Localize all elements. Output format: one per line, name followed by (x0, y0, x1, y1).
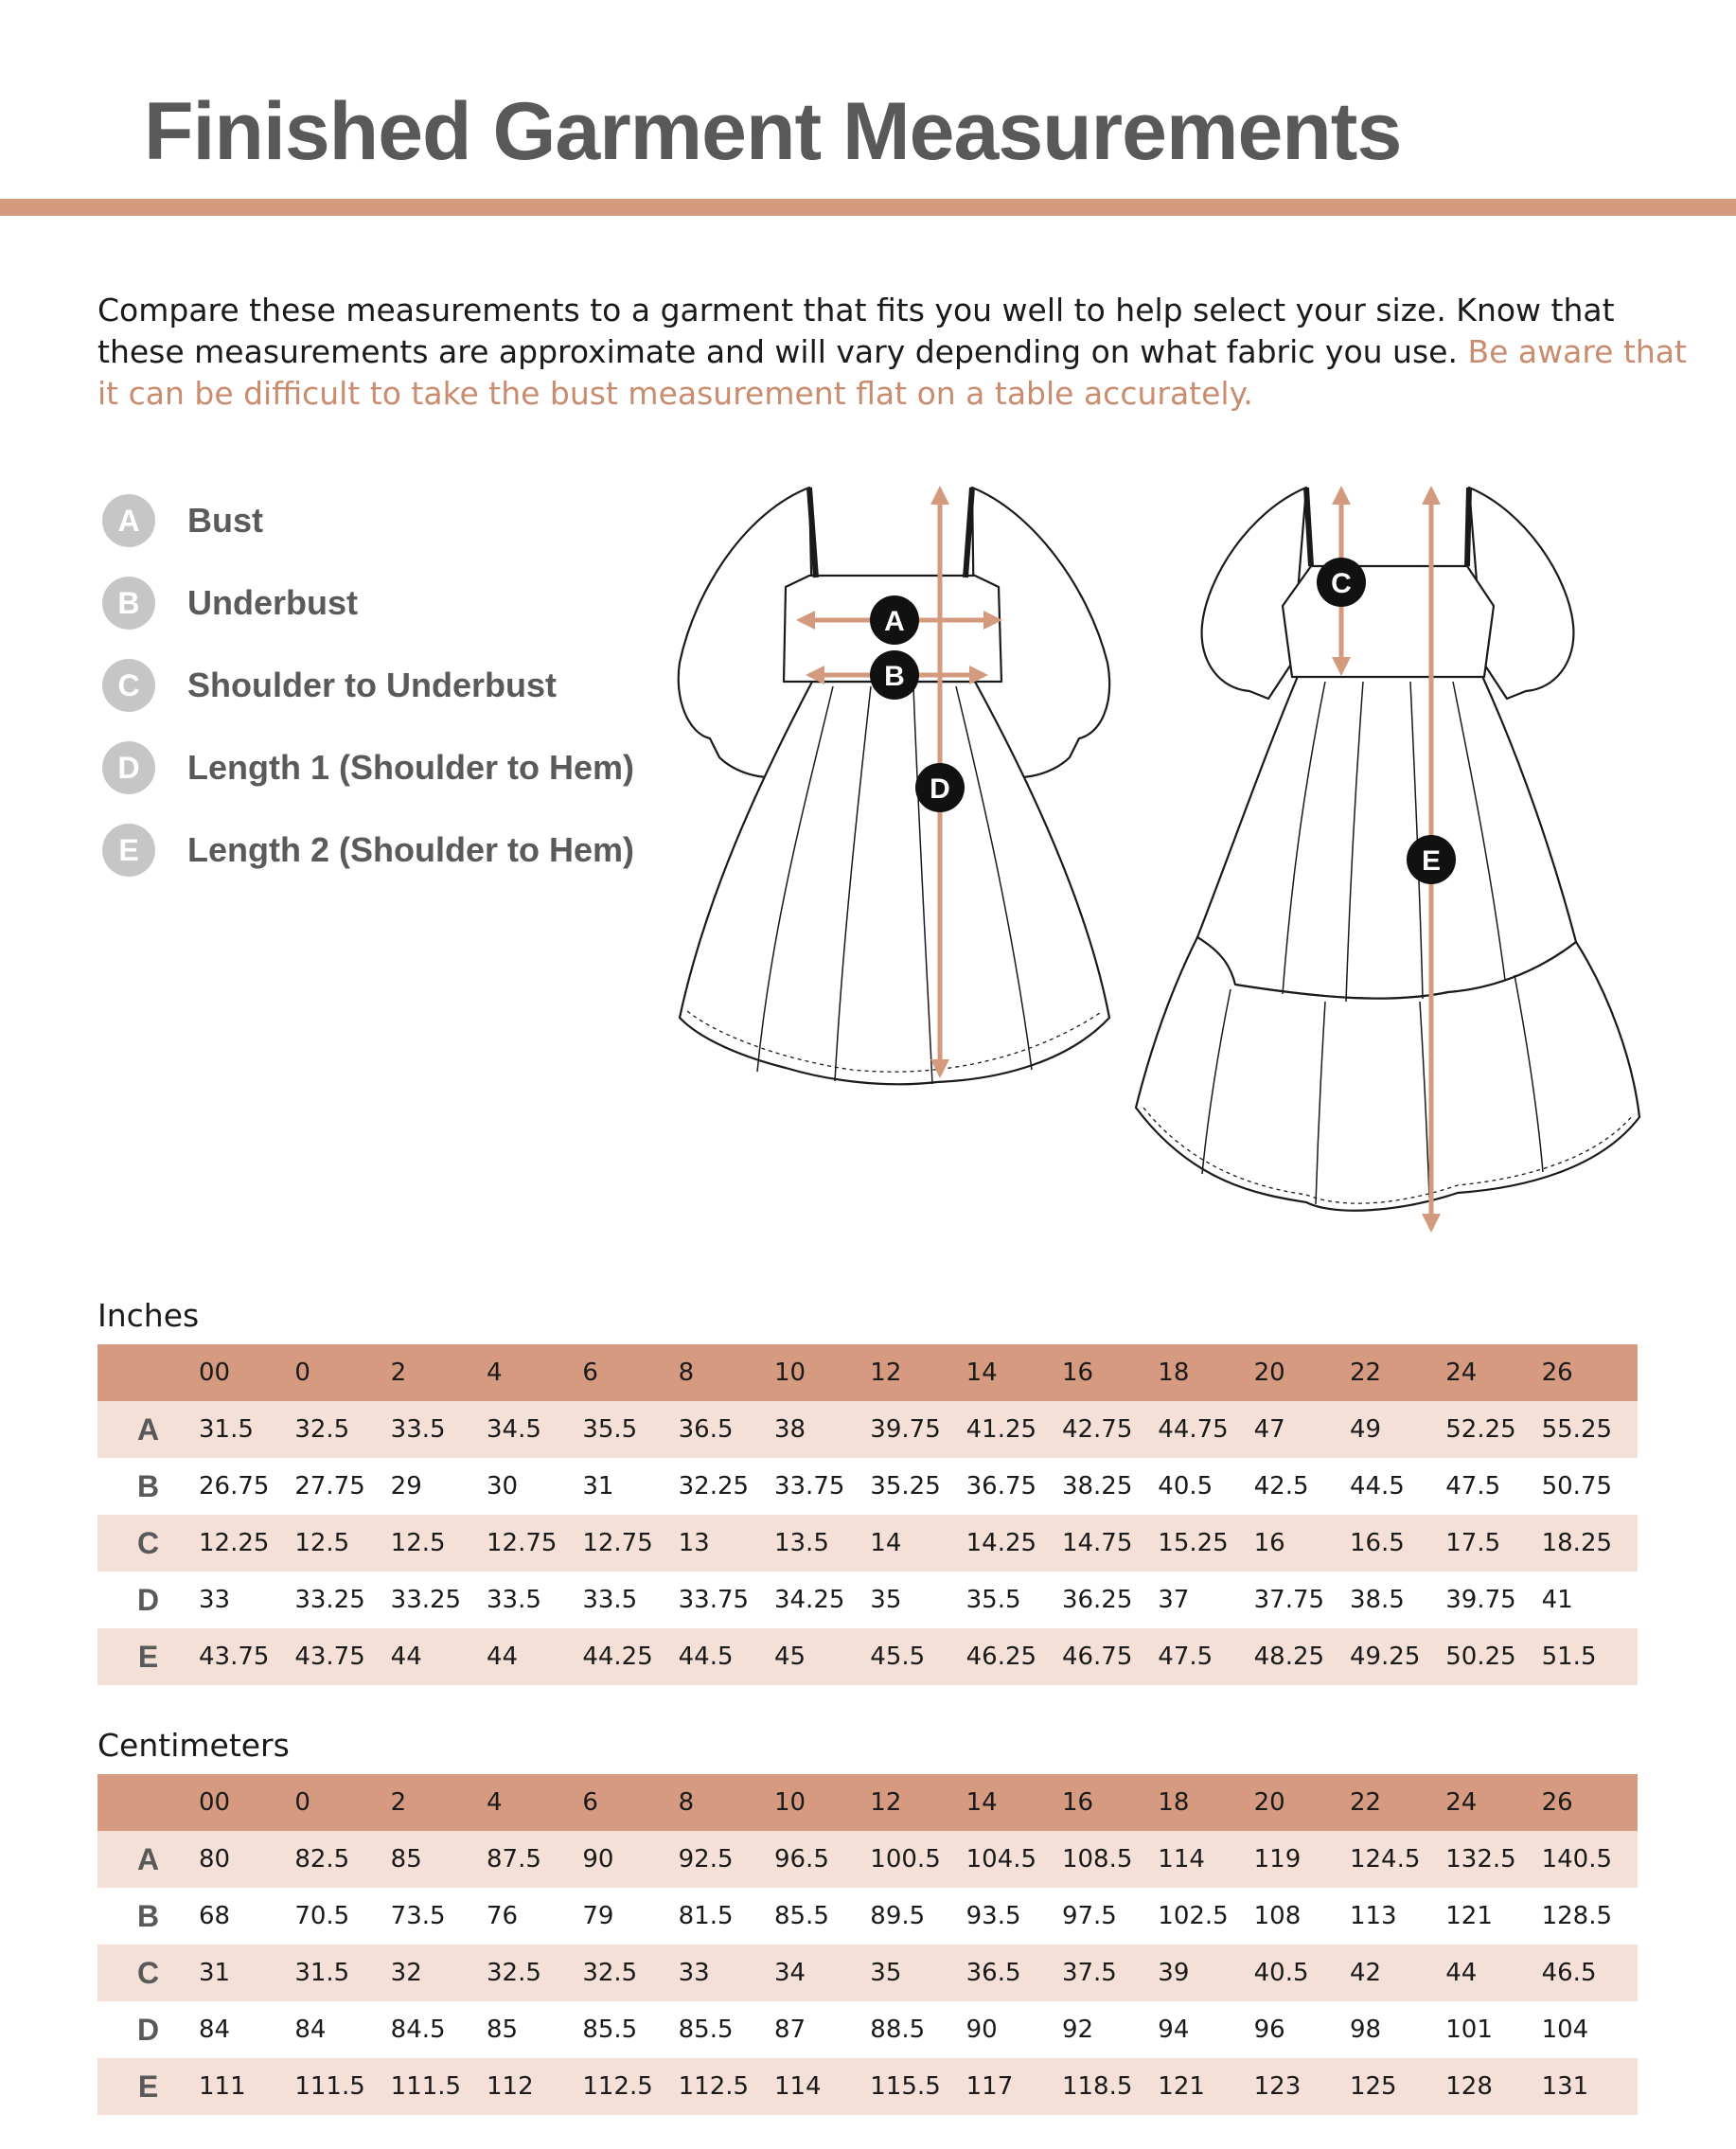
table-cell: 33.25 (390, 1586, 462, 1614)
table-cell: 43.75 (294, 1643, 365, 1671)
table-cell: 140.5 (1541, 1845, 1613, 1874)
table-cell: 113 (1349, 1902, 1397, 1930)
table-cell: 35 (870, 1959, 902, 1987)
table-cell: 90 (965, 2016, 998, 2044)
table-cell: 76 (486, 1902, 519, 1930)
table-cell: 32 (390, 1959, 422, 1987)
row-key: B (136, 1898, 160, 1933)
inches-row-b (97, 1458, 1638, 1515)
table-cell: 104 (1541, 2016, 1589, 2044)
table-cell: 36.5 (678, 1415, 734, 1444)
centimeters-row-a (97, 1831, 1638, 1888)
table-cell: 35.25 (870, 1472, 941, 1501)
inches-size-header: 0 (294, 1359, 310, 1387)
table-cell: 50.25 (1445, 1643, 1516, 1671)
table-cell: 26.75 (199, 1472, 270, 1501)
row-key: D (136, 2012, 160, 2047)
table-cell: 16.5 (1349, 1529, 1405, 1557)
table-cell: 73.5 (390, 1902, 446, 1930)
table-cell: 46.25 (965, 1643, 1037, 1671)
table-cell: 70.5 (294, 1902, 350, 1930)
centimeters-table (97, 1774, 1638, 2115)
inches-header-corner (97, 1344, 199, 1401)
table-cell: 112 (486, 2072, 534, 2101)
legend-badge-e: E (102, 824, 155, 877)
table-cell: 84 (199, 2016, 231, 2044)
table-cell: 14.75 (1061, 1529, 1133, 1557)
centimeters-row-d (97, 2001, 1638, 2058)
table-cell: 111.5 (390, 2072, 462, 2101)
table-cell: 111.5 (294, 2072, 365, 2101)
centimeters-size-header: 24 (1445, 1788, 1478, 1817)
table-cell: 44.75 (1158, 1415, 1229, 1444)
table-cell: 42.5 (1253, 1472, 1309, 1501)
table-cell: 12.25 (199, 1529, 270, 1557)
table-cell: 98 (1349, 2016, 1382, 2044)
table-cell: 112.5 (582, 2072, 653, 2101)
table-cell: 96.5 (773, 1845, 829, 1874)
row-key: A (136, 1412, 160, 1447)
table-cell: 13.5 (773, 1529, 829, 1557)
inches-size-header: 22 (1349, 1359, 1382, 1387)
upper-tier (1197, 674, 1576, 999)
table-cell: 13 (678, 1529, 710, 1557)
centimeters-size-header: 20 (1253, 1788, 1285, 1817)
table-cell: 40.5 (1253, 1959, 1309, 1987)
table-cell: 47 (1253, 1415, 1285, 1444)
centimeters-size-header: 2 (390, 1788, 407, 1817)
table-cell: 29 (390, 1472, 422, 1501)
table-cell: 44 (1445, 1959, 1478, 1987)
table-cell: 34.5 (486, 1415, 541, 1444)
table-cell: 124.5 (1349, 1845, 1421, 1874)
centimeters-row-c (97, 1945, 1638, 2001)
table-cell: 87 (773, 2016, 806, 2044)
table-cell: 42 (1349, 1959, 1382, 1987)
inches-row-d (97, 1572, 1638, 1628)
table-cell: 85.5 (582, 2016, 638, 2044)
long-bodice (1283, 566, 1494, 677)
table-cell: 33.75 (773, 1472, 845, 1501)
table-cell: 115.5 (870, 2072, 941, 2101)
table-cell: 132.5 (1445, 1845, 1516, 1874)
inches-size-header: 4 (486, 1359, 503, 1387)
row-key: C (136, 1955, 160, 1990)
table-cell: 33.5 (486, 1586, 541, 1614)
table-cell: 12.5 (390, 1529, 446, 1557)
table-cell: 44 (390, 1643, 422, 1671)
table-cell: 43.75 (199, 1643, 270, 1671)
centimeters-size-header: 12 (870, 1788, 902, 1817)
diagram-marker-a: A (884, 606, 905, 637)
inches-table (97, 1344, 1638, 1685)
table-cell: 80 (199, 1845, 231, 1874)
row-key: A (136, 1841, 160, 1876)
centimeters-size-header: 8 (678, 1788, 695, 1817)
table-cell: 17.5 (1445, 1529, 1501, 1557)
table-cell: 94 (1158, 2016, 1190, 2044)
table-cell: 27.75 (294, 1472, 365, 1501)
table-cell: 40.5 (1158, 1472, 1213, 1501)
inches-size-header: 2 (390, 1359, 407, 1387)
table-cell: 128 (1445, 2072, 1493, 2101)
row-key: E (137, 1639, 159, 1674)
table-cell: 90 (582, 1845, 614, 1874)
table-cell: 97.5 (1061, 1902, 1117, 1930)
table-cell: 104.5 (965, 1845, 1037, 1874)
centimeters-row-b (97, 1888, 1638, 1945)
inches-row-e (97, 1628, 1638, 1685)
inches-size-header: 20 (1253, 1359, 1285, 1387)
table-cell: 131 (1541, 2072, 1589, 2101)
table-cell: 111 (199, 2072, 246, 2101)
table-cell: 121 (1445, 1902, 1493, 1930)
table-cell: 117 (965, 2072, 1014, 2101)
table-cell: 32.25 (678, 1472, 750, 1501)
table-cell: 49 (1349, 1415, 1382, 1444)
table-cell: 84.5 (390, 2016, 446, 2044)
centimeters-size-header: 16 (1061, 1788, 1094, 1817)
legend-badge-c: C (102, 659, 155, 712)
table-cell: 44 (486, 1643, 519, 1671)
inches-size-header: 6 (582, 1359, 598, 1387)
centimeters-size-header: 0 (294, 1788, 310, 1817)
table-cell: 16 (1253, 1529, 1285, 1557)
table-cell: 123 (1253, 2072, 1302, 2101)
table-cell: 121 (1158, 2072, 1205, 2101)
inches-row-c (97, 1515, 1638, 1572)
table-cell: 34 (773, 1959, 806, 1987)
table-cell: 39 (1158, 1959, 1190, 1987)
table-cell: 30 (486, 1472, 519, 1501)
table-cell: 35.5 (582, 1415, 638, 1444)
row-key: B (136, 1468, 160, 1503)
table-cell: 32.5 (582, 1959, 638, 1987)
table-cell: 55.25 (1541, 1415, 1613, 1444)
table-cell: 12.75 (486, 1529, 558, 1557)
table-cell: 85 (390, 1845, 422, 1874)
table-cell: 42.75 (1061, 1415, 1133, 1444)
row-key: C (136, 1525, 160, 1560)
table-cell: 85 (486, 2016, 519, 2044)
table-cell: 49.25 (1349, 1643, 1421, 1671)
table-cell: 15.25 (1158, 1529, 1229, 1557)
table-cell: 33.5 (582, 1586, 638, 1614)
diagram-marker-c: C (1331, 568, 1352, 599)
inches-size-header: 8 (678, 1359, 695, 1387)
table-cell: 39.75 (1445, 1586, 1516, 1614)
table-cell: 41.25 (965, 1415, 1037, 1444)
table-cell: 33.5 (390, 1415, 446, 1444)
table-cell: 12.75 (582, 1529, 653, 1557)
table-cell: 52.25 (1445, 1415, 1516, 1444)
legend-label-underbust: Underbust (187, 583, 358, 622)
row-key: E (137, 2069, 159, 2104)
table-cell: 33 (199, 1586, 231, 1614)
table-cell: 18.25 (1541, 1529, 1613, 1557)
table-cell: 33.75 (678, 1586, 750, 1614)
table-cell: 46.75 (1061, 1643, 1133, 1671)
legend-label-shoulder-to-underbust: Shoulder to Underbust (187, 666, 557, 704)
table-cell: 85.5 (678, 2016, 734, 2044)
centimeters-size-header: 10 (773, 1788, 806, 1817)
table-cell: 108.5 (1061, 1845, 1133, 1874)
table-cell: 81.5 (678, 1902, 734, 1930)
table-cell: 89.5 (870, 1902, 926, 1930)
centimeters-size-header: 22 (1349, 1788, 1382, 1817)
table-cell: 92.5 (678, 1845, 734, 1874)
table-cell: 100.5 (870, 1845, 941, 1874)
legend-badge-a: A (102, 494, 155, 547)
table-cell: 36.25 (1061, 1586, 1133, 1614)
table-cell: 93.5 (965, 1902, 1021, 1930)
table-cell: 38 (773, 1415, 806, 1444)
centimeters-size-header: 26 (1541, 1788, 1573, 1817)
inches-section-label: Inches (97, 1297, 200, 1334)
table-cell: 79 (582, 1902, 614, 1930)
table-cell: 101 (1445, 2016, 1493, 2044)
table-cell: 119 (1253, 1845, 1302, 1874)
table-cell: 48.25 (1253, 1643, 1325, 1671)
inches-size-header: 18 (1158, 1359, 1190, 1387)
table-cell: 32.5 (486, 1959, 541, 1987)
table-cell: 12.5 (294, 1529, 350, 1557)
table-cell: 102.5 (1158, 1902, 1229, 1930)
inches-size-header: 14 (965, 1359, 998, 1387)
table-cell: 33 (678, 1959, 710, 1987)
diagram-marker-b: B (884, 661, 905, 692)
table-cell: 114 (773, 2072, 822, 2101)
table-cell: 37.75 (1253, 1586, 1325, 1614)
centimeters-size-header: 6 (582, 1788, 598, 1817)
short-dress-illustration (679, 488, 1109, 1084)
legend-label-length-2: Length 2 (Shoulder to Hem) (187, 830, 634, 869)
table-cell: 35.5 (965, 1586, 1021, 1614)
table-cell: 44.5 (1349, 1472, 1405, 1501)
table-cell: 35 (870, 1586, 902, 1614)
table-cell: 41 (1541, 1586, 1573, 1614)
table-cell: 33.25 (294, 1586, 365, 1614)
centimeters-section-label: Centimeters (97, 1727, 290, 1764)
table-cell: 47.5 (1158, 1643, 1213, 1671)
row-key: D (136, 1582, 160, 1617)
inches-size-header: 26 (1541, 1359, 1573, 1387)
long-dress-illustration (1136, 488, 1639, 1211)
table-cell: 14.25 (965, 1529, 1037, 1557)
table-cell: 87.5 (486, 1845, 541, 1874)
table-cell: 45.5 (870, 1643, 926, 1671)
table-cell: 92 (1061, 2016, 1094, 2044)
table-cell: 50.75 (1541, 1472, 1613, 1501)
table-cell: 44.5 (678, 1643, 734, 1671)
centimeters-size-header: 00 (199, 1788, 231, 1817)
table-cell: 68 (199, 1902, 231, 1930)
table-cell: 96 (1253, 2016, 1285, 2044)
inches-size-header: 00 (199, 1359, 231, 1387)
centimeters-size-header-row (97, 1774, 1638, 1831)
table-cell: 34.25 (773, 1586, 845, 1614)
table-cell: 112.5 (678, 2072, 750, 2101)
legend-label-length-1: Length 1 (Shoulder to Hem) (187, 748, 634, 787)
table-cell: 45 (773, 1643, 806, 1671)
legend-badge-b: B (102, 577, 155, 630)
table-cell: 114 (1158, 1845, 1205, 1874)
centimeters-size-header: 14 (965, 1788, 998, 1817)
table-cell: 31 (582, 1472, 614, 1501)
table-cell: 88.5 (870, 2016, 926, 2044)
table-cell: 44.25 (582, 1643, 653, 1671)
table-cell: 31.5 (294, 1959, 350, 1987)
table-cell: 46.5 (1541, 1959, 1597, 1987)
intro-text: Compare these measurements to a garment that fits you well to help select your size. Know that these measurements are approximate and will vary depending on what fabric you use. (97, 292, 1615, 370)
table-cell: 108 (1253, 1902, 1302, 1930)
table-cell: 82.5 (294, 1845, 350, 1874)
table-cell: 31.5 (199, 1415, 254, 1444)
inches-size-header: 10 (773, 1359, 806, 1387)
centimeters-size-header: 18 (1158, 1788, 1190, 1817)
table-cell: 37.5 (1061, 1959, 1117, 1987)
table-cell: 37 (1158, 1586, 1190, 1614)
inches-size-header-row (97, 1344, 1638, 1401)
page-title: Finished Garment Measurements (144, 86, 1402, 177)
inches-size-header: 12 (870, 1359, 902, 1387)
table-cell: 47.5 (1445, 1472, 1501, 1501)
table-cell: 128.5 (1541, 1902, 1613, 1930)
centimeters-header-corner (97, 1774, 199, 1831)
table-cell: 51.5 (1541, 1643, 1597, 1671)
intro-accent-text: Be aware that it can be difficult to take the bust measurement flat on a table accurately. (97, 333, 1687, 412)
legend-badge-d: D (102, 741, 155, 794)
table-cell: 85.5 (773, 1902, 829, 1930)
table-cell: 38.5 (1349, 1586, 1405, 1614)
table-cell: 39.75 (870, 1415, 941, 1444)
centimeters-row-e (97, 2058, 1638, 2115)
table-cell: 36.5 (965, 1959, 1021, 1987)
table-cell: 125 (1349, 2072, 1397, 2101)
inches-size-header: 24 (1445, 1359, 1478, 1387)
diagram-marker-d: D (930, 773, 950, 805)
table-cell: 36.75 (965, 1472, 1037, 1501)
table-cell: 84 (294, 2016, 327, 2044)
legend-label-bust: Bust (187, 501, 263, 540)
table-cell: 118.5 (1061, 2072, 1133, 2101)
table-cell: 32.5 (294, 1415, 350, 1444)
table-cell: 14 (870, 1529, 902, 1557)
centimeters-size-header: 4 (486, 1788, 503, 1817)
diagram-marker-e: E (1421, 845, 1442, 877)
table-cell: 31 (199, 1959, 231, 1987)
inches-size-header: 16 (1061, 1359, 1094, 1387)
table-cell: 38.25 (1061, 1472, 1133, 1501)
inches-row-a (97, 1401, 1638, 1458)
